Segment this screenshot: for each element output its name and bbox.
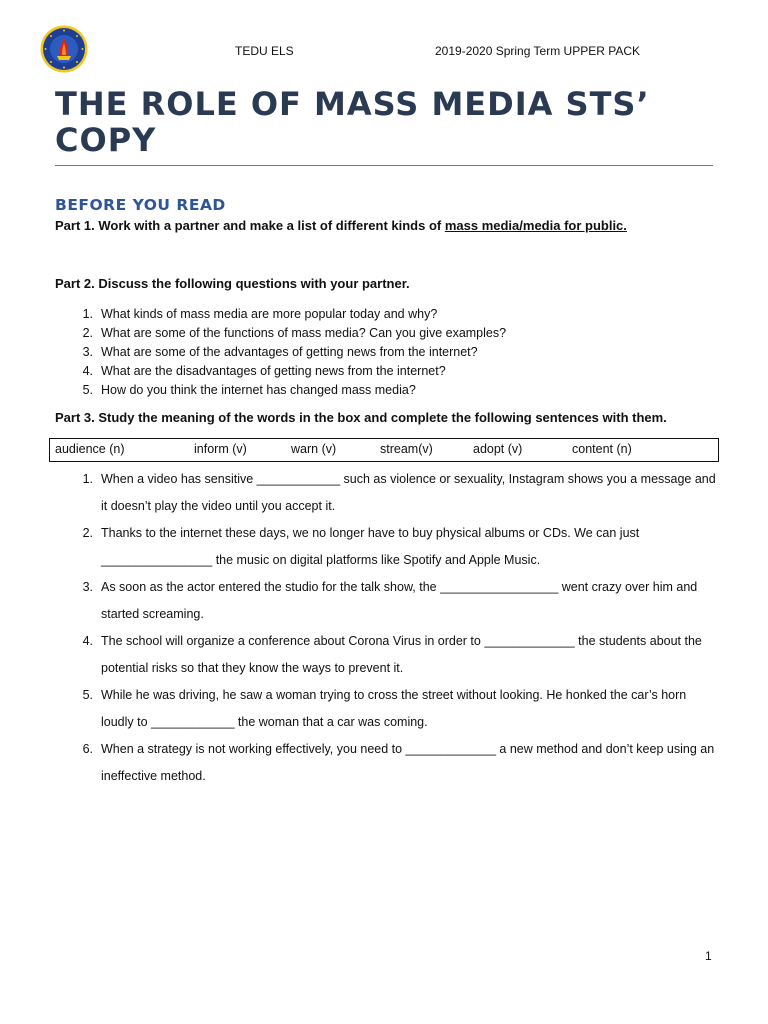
item-number: 2. xyxy=(82,326,93,340)
fill-in-sentences xyxy=(55,466,721,790)
sentence-text: Thanks to the internet these days, we no longer have to buy physical albums or CDs. We can just ________________ the music on digital platforms like Spotify and Apple Music. xyxy=(101,526,640,567)
list-item xyxy=(55,343,506,362)
part3-instruction: Part 3. Study the meaning of the words in the box and complete the following sentences with them. xyxy=(55,410,667,425)
vocab-word: warn (v) xyxy=(291,442,337,456)
question-text: What are the disadvantages of getting news from the internet? xyxy=(101,364,446,378)
part2-instruction: Part 2. Discuss the following questions with your partner. xyxy=(55,276,410,291)
sentence-text: When a video has sensitive ____________ such as violence or sexuality, Instagram shows you a message and it doesn’t play the video until you accept it. xyxy=(101,472,716,513)
item-number: 4. xyxy=(82,364,93,378)
part1-text: Part 1. Work with a partner and make a list of different kinds of xyxy=(55,218,445,233)
document-title: THE ROLE OF MASS MEDIA STS’ COPY xyxy=(55,85,650,159)
list-item xyxy=(55,682,721,736)
question-text: How do you think the internet has changed mass media? xyxy=(101,383,416,397)
list-item xyxy=(55,520,721,574)
list-item xyxy=(55,324,506,343)
sentence-text: The school will organize a conference about Corona Virus in order to _____________ the students about the potential risks so that they know the ways to prevent it. xyxy=(101,634,702,675)
list-item xyxy=(55,381,506,400)
part1-instruction xyxy=(55,218,627,233)
list-item xyxy=(55,362,506,381)
list-item xyxy=(55,305,506,324)
item-number: 6. xyxy=(82,742,93,756)
vocab-word: audience (n) xyxy=(55,442,125,456)
sentence-text: As soon as the actor entered the studio for the talk show, the _________________ went crazy over him and started screaming. xyxy=(101,580,698,621)
vocab-word: stream(v) xyxy=(380,442,433,456)
item-number: 5. xyxy=(82,383,93,397)
list-item xyxy=(55,628,721,682)
part1-underlined-text: mass media/media for public. xyxy=(444,218,627,233)
vocab-word: inform (v) xyxy=(194,442,247,456)
sentence-text: When a strategy is not working effectively, you need to _____________ a new method and don’t keep using an ineffective method. xyxy=(101,742,715,783)
list-item xyxy=(55,736,721,790)
item-number: 5. xyxy=(82,688,93,702)
item-number: 4. xyxy=(82,634,93,648)
item-number: 3. xyxy=(82,345,93,359)
question-text: What are some of the advantages of getting news from the internet? xyxy=(101,345,478,359)
header-term: 2019-2020 Spring Term UPPER PACK xyxy=(435,44,640,58)
header-institution: TEDU ELS xyxy=(235,44,294,58)
word-box xyxy=(49,438,719,462)
item-number: 2. xyxy=(82,526,93,540)
section-heading: BEFORE YOU READ xyxy=(55,196,226,214)
item-number: 3. xyxy=(82,580,93,594)
question-text: What are some of the functions of mass media? Can you give examples? xyxy=(101,326,507,340)
list-item xyxy=(55,574,721,628)
list-item xyxy=(55,466,721,520)
question-text: What kinds of mass media are more popular today and why? xyxy=(101,307,438,321)
university-logo xyxy=(40,25,88,73)
vocab-word: content (n) xyxy=(572,442,632,456)
sentence-text: While he was driving, he saw a woman trying to cross the street without looking. He honked the car’s horn loudly to ____________ the woman that a car was coming. xyxy=(101,688,687,729)
discussion-questions xyxy=(55,305,506,400)
item-number: 1. xyxy=(82,472,93,486)
item-number: 1. xyxy=(82,307,93,321)
vocab-word: adopt (v) xyxy=(473,442,523,456)
page-number: 1 xyxy=(705,949,712,963)
title-divider xyxy=(55,165,713,166)
